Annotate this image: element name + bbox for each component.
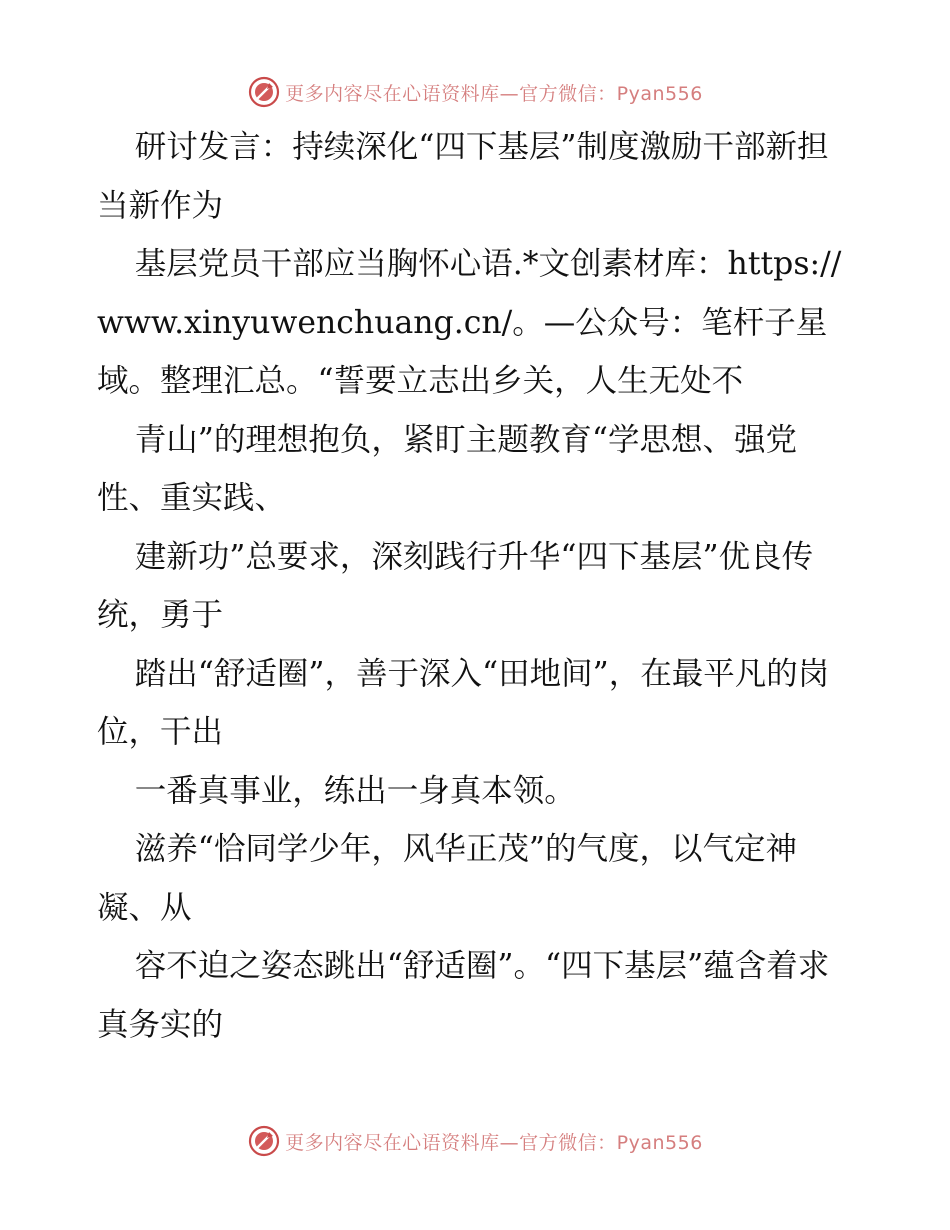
paragraph: 一番真事业，练出一身真本领。 [134, 772, 576, 809]
banner-text: 更多内容尽在心语资料库—官方微信：Pyan556 [285, 82, 703, 105]
paragraph: 研讨发言：持续深化“四下基层”制度激励干部新担当新作为 [97, 129, 829, 224]
paragraph: 滋养“恰同学少年，风华正茂”的气度，以气定神凝、从 [97, 831, 798, 926]
paragraph: 青山”的理想抱负，紧盯主题教育“学思想、强党性、重实践、 [97, 421, 798, 516]
paragraph: 踏出“舒适圈”，善于深入“田地间”，在最平凡的岗位，干出 [97, 655, 830, 750]
paragraph: 建新功”总要求，深刻践行升华“四下基层”优良传统，勇于 [97, 538, 814, 633]
header-banner [0, 72, 950, 112]
banner-text: 更多内容尽在心语资料库—官方微信：Pyan556 [285, 1131, 703, 1154]
paragraph: 基层党员干部应当胸怀心语.*文创素材库：https://www.xinyuwenchuang.cn/。—公众号：笔杆子星域。整理汇总。“誓要立志出乡关，人生无处不 [97, 246, 842, 399]
paragraph: 容不迫之姿态跳出“舒适圈”。“四下基层”蕴含着求真务实的 [97, 948, 830, 1043]
footer-banner [0, 1121, 950, 1161]
red-seal-logo-icon [247, 1124, 281, 1158]
red-seal-logo-icon [247, 75, 281, 109]
document-body [97, 118, 857, 1054]
